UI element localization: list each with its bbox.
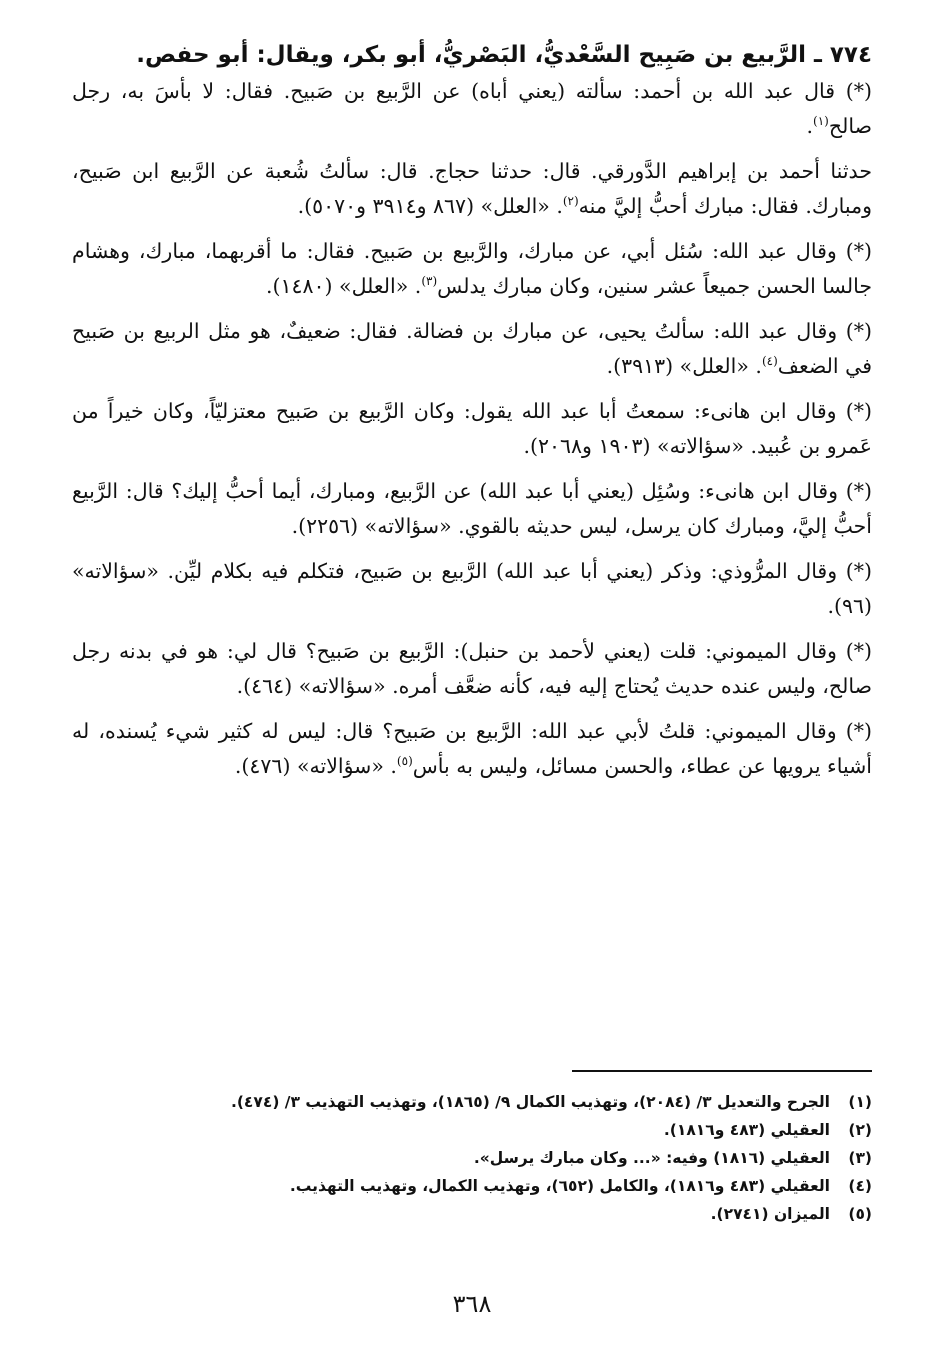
paragraph-text: (*) وقال المرُّوذي: وذكر (يعني أبا عبد الله) الرَّبيع بن صَبيح، فتكلم فيه بكلام ليِّن. «سؤالاته» (٩٦). <box>72 559 872 618</box>
paragraph-text: (*) وقال ابن هانىء: سمعتُ أبا عبد الله يقول: وكان الرَّبيع بن صَبيح معتزليّاً، وكان خيراً من عَمرو بن عُبيد. «سؤالاته» (١٩٠٣ و٢٠٦٨). <box>72 399 872 458</box>
footnote-text: العقيلي (٤٨٣ و١٨١٦). <box>663 1121 830 1139</box>
footnote-1 <box>72 1088 872 1116</box>
footnote-number: (٣) <box>848 1149 872 1167</box>
footnote-text: الجرح والتعديل ٣/ (٢٠٨٤)، وتهذيب الكمال ٩/ (١٨٦٥)، وتهذيب التهذيب ٣/ (٤٧٤). <box>230 1093 830 1111</box>
paragraph-4 <box>72 314 872 384</box>
footnote-number: (٥) <box>848 1205 872 1223</box>
paragraph-text: حدثنا أحمد بن إبراهيم الدَّورقي. قال: حدثنا حجاج. قال: سألتُ شُعبة عن الرَّبيع ابن صَبيح، ومبارك. فقال: مبارك أحبُّ إليَّ منه <box>72 159 872 218</box>
paragraph-tail: . «العلل» (١٤٨٠). <box>265 274 422 298</box>
paragraph-2 <box>72 154 872 224</box>
footnote-divider <box>572 1070 872 1072</box>
footnote-4 <box>72 1172 872 1200</box>
footnote-3 <box>72 1144 872 1172</box>
paragraph-text: (*) وقال عبد الله: سألتُ يحيى، عن مبارك بن فضالة. فقال: ضعيفٌ، هو مثل الربيع بن صَبيح في الضعف <box>72 319 872 378</box>
paragraph-text: (*) وقال عبد الله: سُئل أبي، عن مبارك، والرَّبيع بن صَبيح. فقال: ما أقربهما، مبارك، وهشام جالسا الحسن جميعاً عشر سنين، وكان مبارك يدلس <box>72 239 872 298</box>
footnote-number: (٢) <box>848 1121 872 1139</box>
footnote-5 <box>72 1200 872 1228</box>
paragraph-9 <box>72 714 872 784</box>
paragraph-8 <box>72 634 872 704</box>
paragraph-tail: . «العلل» (٣٩١٣). <box>606 354 762 378</box>
footnote-text: الميزان (٢٧٤١). <box>710 1205 830 1223</box>
paragraph-1 <box>72 74 872 144</box>
paragraph-3 <box>72 234 872 304</box>
footnote-text: العقيلي (١٨١٦) وفيه: «... وكان مبارك يرسل». <box>473 1149 830 1167</box>
paragraph-text: (*) قال عبد الله بن أحمد: سألته (يعني أباه) عن الرَّبيع بن صَبيح. فقال: لا بأسَ به، رجل صالح <box>72 79 872 138</box>
paragraph-text: (*) وقال الميموني: قلت (يعني لأحمد بن حنبل): الرَّبيع بن صَبيح؟ قال لي: هو في بدنه رجل صالح، وليس عنده حديث يُحتاج إليه فيه، كأنه ضعَّف أمره. «سؤالاته» (٤٦٤). <box>72 639 872 698</box>
footnote-number: (٤) <box>848 1177 872 1195</box>
paragraph-5 <box>72 394 872 464</box>
page-body <box>72 38 872 794</box>
paragraph-tail: . «سؤالاته» (٤٧٦). <box>234 754 397 778</box>
footnotes <box>72 1088 872 1228</box>
paragraph-tail: . «العلل» (٨٦٧ و٣٩١٤ و٥٠٧٠). <box>297 194 563 218</box>
footnote-ref[interactable]: (٣) <box>421 274 438 289</box>
paragraph-text: (*) وقال ابن هانىء: وسُئِل (يعني أبا عبد الله) عن الرَّبيع، ومبارك، أيما أحبُّ إليك؟ قال: الرَّبيع أحبُّ إليَّ، ومبارك كان يرسل، ليس حديثه بالقوي. «سؤالاته» (٢٢٥٦). <box>72 479 872 538</box>
paragraph-6 <box>72 474 872 544</box>
footnote-2 <box>72 1116 872 1144</box>
entry-title: ٧٧٤ ـ الرَّبيع بن صَبِيح السَّعْديُّ، البَصْريُّ، أبو بكر، ويقال: أبو حفص. <box>136 42 872 68</box>
page-number: ٣٦٨ <box>452 1290 492 1318</box>
footnote-ref[interactable]: (١) <box>813 114 829 129</box>
paragraph-tail: . <box>806 114 814 138</box>
paragraph-7 <box>72 554 872 624</box>
footnote-text: العقيلي (٤٨٣ و١٨١٦)، والكامل (٦٥٢)، وتهذيب الكمال، وتهذيب التهذيب. <box>289 1177 830 1195</box>
footnote-ref[interactable]: (٤) <box>761 354 778 369</box>
footnote-ref[interactable]: (٥) <box>396 754 413 769</box>
footnote-number: (١) <box>848 1093 872 1111</box>
paragraph-text: (*) وقال الميموني: قلتُ لأبي عبد الله: الرَّبيع بن صَبيح؟ قال: ليس له كثير شيء يُسنده، له أشياء يرويها عن عطاء، والحسن مسائل، وليس به بأس <box>72 719 872 778</box>
footnote-ref[interactable]: (٢) <box>562 194 579 209</box>
